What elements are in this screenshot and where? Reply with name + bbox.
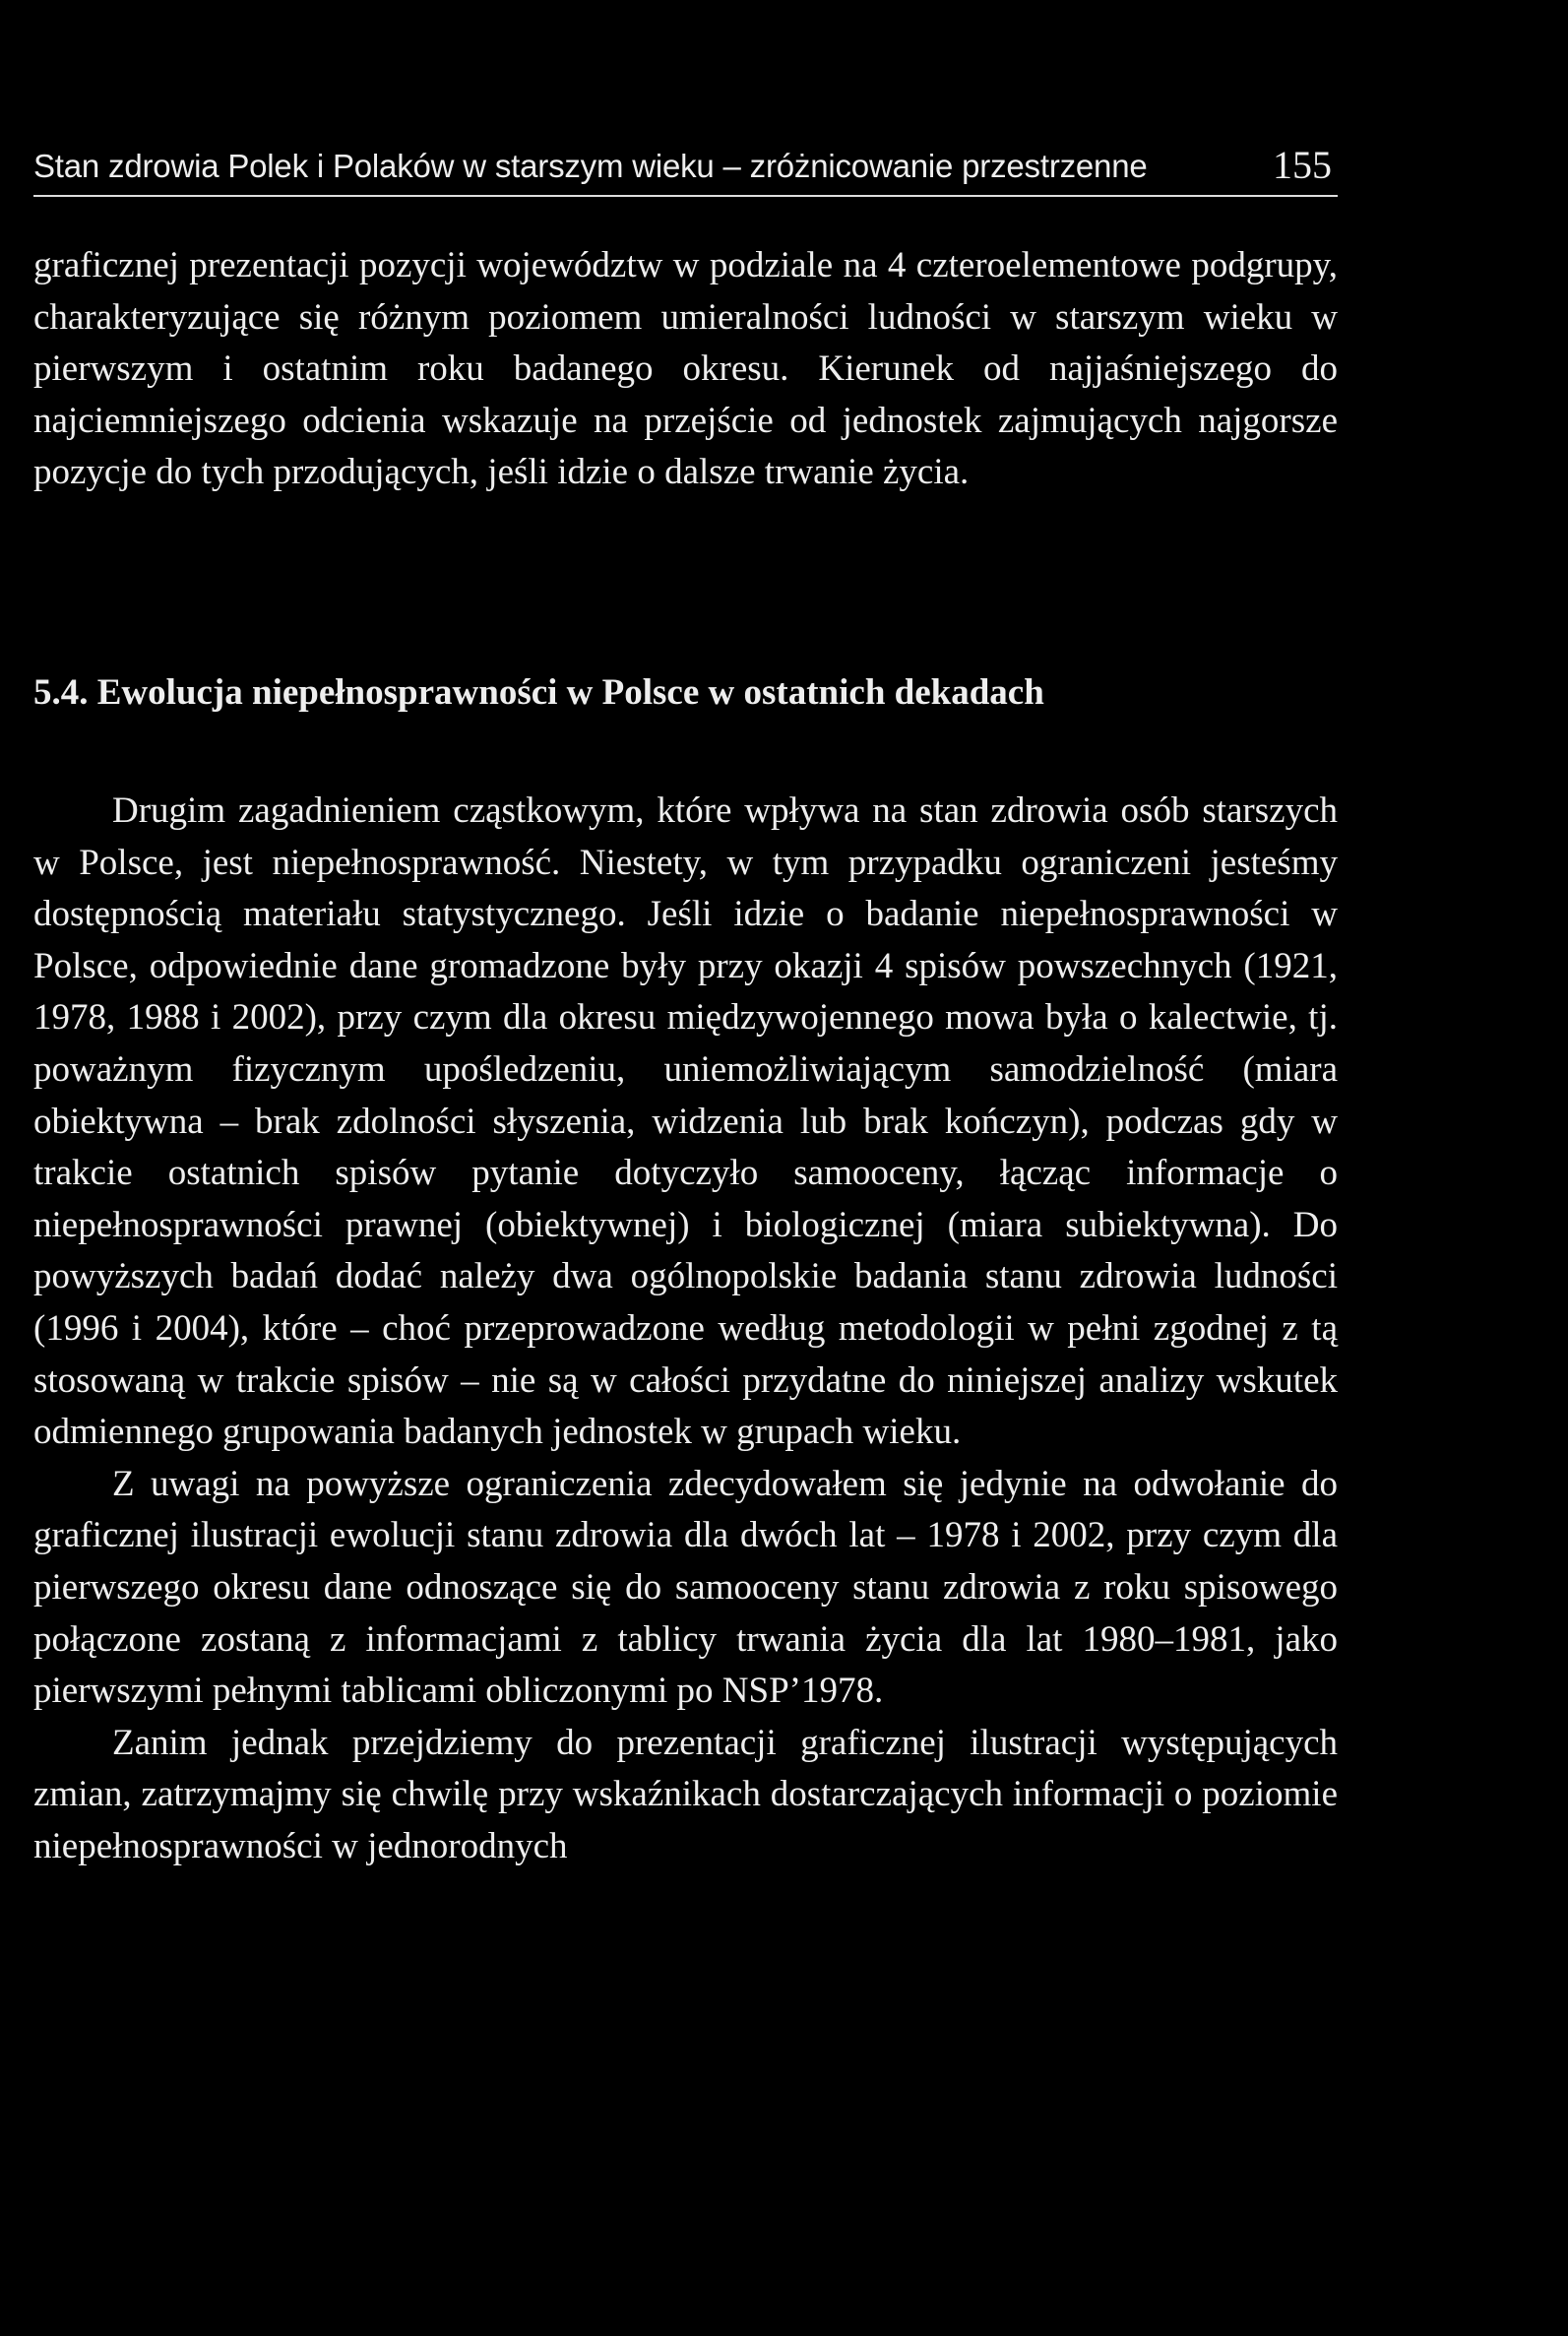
page-number: 155 — [1273, 143, 1332, 187]
section-heading: 5.4. Ewolucja niepełnosprawności w Polsce w ostatnich dekadach — [33, 672, 1044, 713]
section-body — [33, 786, 1338, 1872]
intro-paragraph-block — [33, 240, 1338, 499]
intro-paragraph: graficznej prezentacji pozycji województw w podziale na 4 czteroelementowe podgrupy, charakteryzujące się różnym poziomem umieralności ludności w starszym wieku w pierwszym i ostatnim roku badanego okresu. Kierunek od najjaśniejszego do najciemniejszego odcienia wskazuje na przejście od jednostek zajmujących najgorsze pozycje do tych przodujących, jeśli idzie o dalsze trwanie życia. — [33, 245, 1338, 493]
body-paragraph-3: Zanim jednak przejdziemy do prezentacji graficznej ilustracji występujących zmian, zatrzymajmy się chwilę przy wskaźnikach dostarczających informacji o poziomie niepełnosprawności w jednorodnych — [33, 1722, 1338, 1866]
body-paragraph-2: Z uwagi na powyższe ograniczenia zdecydowałem się jedynie na odwołanie do graficznej ilustracji ewolucji stanu zdrowia dla dwóch lat – 1978 i 2002, przy czym dla pierwszego okresu dane odnoszące się do samooceny stanu zdrowia z roku spisowego połączone zostaną z informacjami z tablicy trwania życia dla lat 1980–1981, jako pierwszymi pełnymi tablicami obliczonymi po NSP’1978. — [33, 1463, 1338, 1712]
body-paragraph-1: Drugim zagadnieniem cząstkowym, które wpływa na stan zdrowia osób starszych w Polsce, jest niepełnosprawność. Niestety, w tym przypadku ograniczeni jesteśmy dostępnością materiału statystycznego. Jeśli idzie o badanie niepełnosprawności w Polsce, odpowiednie dane gromadzone były przy okazji 4 spisów powszechnych (1921, 1978, 1988 i 2002), przy czym dla okresu międzywojennego mowa była o kalectwie, tj. poważnym fizycznym upośledzeniu, uniemożliwiającym samodzielność (miara obiektywna – brak zdolności słyszenia, widzenia lub brak kończyn), podczas gdy w trakcie ostatnich spisów pytanie dotyczyło samooceny, łącząc informacje o niepełnosprawności prawnej (obiektywnej) i biologicznej (miara subiektywna). Do powyższych badań dodać należy dwa ogólnopolskie badania stanu zdrowia ludności (1996 i 2004), które – choć przeprowadzone według metodologii w pełni zgodnej z tą stosowaną w trakcie spisów – nie są w całości przydatne do niniejszej analizy wskutek odmiennego grupowania badanych jednostek w grupach wieku. — [33, 790, 1338, 1453]
running-title: Stan zdrowia Polek i Polaków w starszym wieku – zróżnicowanie przestrzenne — [33, 148, 1148, 184]
running-header — [33, 138, 1338, 197]
book-page — [33, 0, 1338, 2336]
